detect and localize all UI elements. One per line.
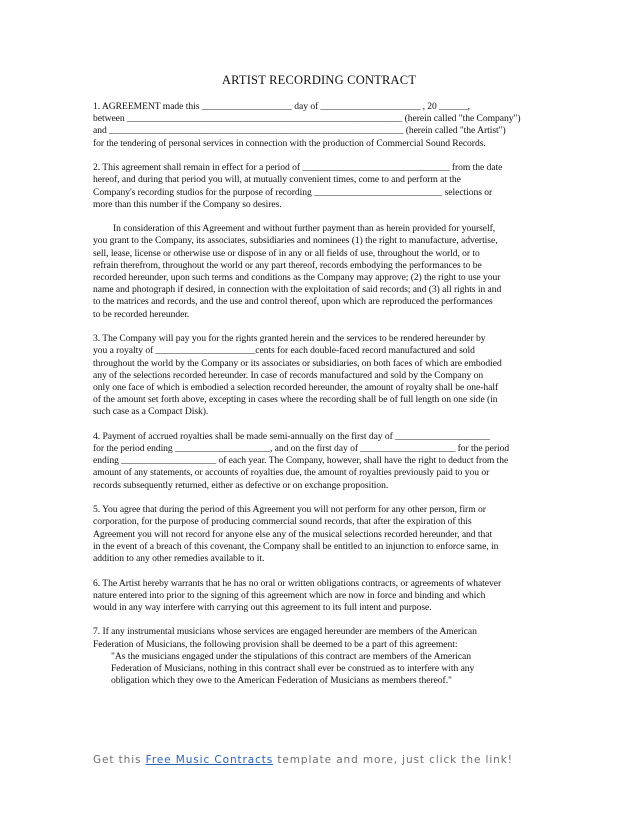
text-line: more than this number if the Company so desires.: [93, 198, 282, 210]
text-line: hereof, and during that period you will, at mutually convenient times, come to and perform at the: [93, 174, 461, 186]
text-line: refrain therefrom, throughout the world or any part thereof, records embodying the performances to be: [93, 259, 482, 271]
text-line: 2. This agreement shall remain in effect for a period of _______________________________ from the date: [93, 162, 503, 174]
text-line: to the matrices and records, and the use and control thereof, upon which are reproduced the performances: [93, 296, 493, 308]
text-line: recorded hereunder, upon such terms and conditions as the Company may approve; (2) the right to use your: [93, 272, 501, 284]
section-consideration: [93, 223, 548, 321]
text-line: would in any way interfere with carrying out this agreement to its full intent and purpose.: [93, 601, 432, 613]
quote-line: "As the musicians engaged under the stipulations of this contract are members of the American: [111, 650, 471, 662]
text-line: Agreement you will not record for anyone else any of the musical selections recorded hereunder, and that: [93, 528, 493, 540]
text-line: 5. You agree that during the period of this Agreement you will not perform for any other person, firm or: [93, 504, 486, 516]
text-line: amount of any statements, or accounts of royalties due, the amount of royalties previously paid to you or: [93, 467, 490, 479]
text-line: 4. Payment of accrued royalties shall be made semi-annually on the first day of ____________________: [93, 430, 491, 442]
section-4-payment: [93, 431, 548, 492]
text-line: in the event of a breach of this covenant, the Company shall be entitled to an injunction to enforce same, in: [93, 540, 499, 552]
text-line: and ______________________________________________________________ (herein called "the Artist"): [93, 125, 506, 137]
text-line: In consideration of this Agreement and without further payment than as herein provided for yourself,: [113, 223, 496, 235]
text-line: for the period ending ____________________, and on the first day of ____________________ for the period: [93, 443, 510, 455]
text-line: Federation of Musicians, the following provision shall be deemed to be a part of this agreement:: [93, 638, 458, 650]
section-7-musicians: [93, 626, 548, 687]
text-line: 7. If any instrumental musicians whose services are engaged hereunder are members of the American: [93, 626, 477, 638]
section-6-warranty: [93, 578, 548, 615]
text-line: 1. AGREEMENT made this ___________________ day of _____________________ , 20 ______,: [93, 101, 470, 112]
document-title: ARTIST RECORDING CONTRACT: [221, 73, 417, 87]
free-music-contracts-link[interactable]: Free Music Contracts: [145, 754, 274, 766]
text-line: of the amount set forth above, excepting in cases where the recording shall be of full length on one side (in: [93, 394, 498, 406]
text-line: only one face of which is embodied a selection recorded hereunder, the amount of royalty shall be one-half: [93, 381, 499, 393]
text-line: ending ____________________ of each year. The Company, however, shall have the right to deduct from the: [93, 455, 509, 467]
text-line: records subsequently returned, either as defective or on exchange proposition.: [93, 479, 389, 491]
text-line: between __________________________________________________________ (herein called "the Company"): [93, 113, 521, 125]
section-5-exclusivity: [93, 504, 548, 565]
section-1-agreement: [93, 101, 548, 150]
text-line: such case as a Compact Disk).: [93, 406, 209, 418]
text-line: 3. The Company will pay you for the rights granted herein and the services to be rendered hereunder by: [93, 333, 486, 345]
footer-prefix: Get this: [93, 754, 146, 766]
text-line: throughout the world by the Company or its associates or subsidiaries, on both faces of which are embodied: [93, 357, 502, 369]
text-line: corporation, for the purpose of producing commercial sound records, that after the expiration of this: [93, 516, 472, 528]
footer-promo: [93, 754, 513, 766]
footer-suffix: template and more, just click the link!: [273, 754, 513, 766]
text-line: you a royalty of _____________________cents for each double-faced record manufactured and sold: [93, 345, 475, 357]
text-line: you grant to the Company, its associates, subsidiaries and nominees (1) the right to manufacture, advertise,: [93, 235, 498, 247]
text-line: to be recorded hereunder.: [93, 308, 190, 320]
text-line: any of the selections recorded hereunder. In case of records manufactured and sold by the Company on: [93, 369, 484, 381]
text-line: nature entered into prior to the signing of this agreement which are now in force and binding and which: [93, 589, 486, 601]
text-line: sell, lease, license or otherwise use or dispose of in any or all fields of use, throughout the world, or to: [93, 247, 480, 259]
quote-line: obligation which they owe to the American Federation of Musicians as members thereof.": [111, 675, 452, 687]
text-line: name and photograph if desired, in connection with the exploitation of said records; and (3) all rights in and: [93, 284, 502, 296]
text-line: 6. The Artist hereby warrants that he has no oral or written obligations contracts, or agreements of whatever: [93, 577, 502, 589]
text-line: for the tendering of personal services in connection with the production of Commercial Sound Records.: [93, 137, 486, 149]
quote-line: Federation of Musicians, nothing in this contract shall ever be construed as to interfere with any: [111, 663, 475, 675]
section-3-royalty: [93, 333, 548, 418]
section-2-term: [93, 162, 548, 211]
contract-body: [93, 101, 548, 687]
text-line: addition to any other remedies available to it.: [93, 552, 265, 564]
text-line: Company's recording studios for the purpose of recording ___________________________ selections or: [93, 186, 493, 198]
